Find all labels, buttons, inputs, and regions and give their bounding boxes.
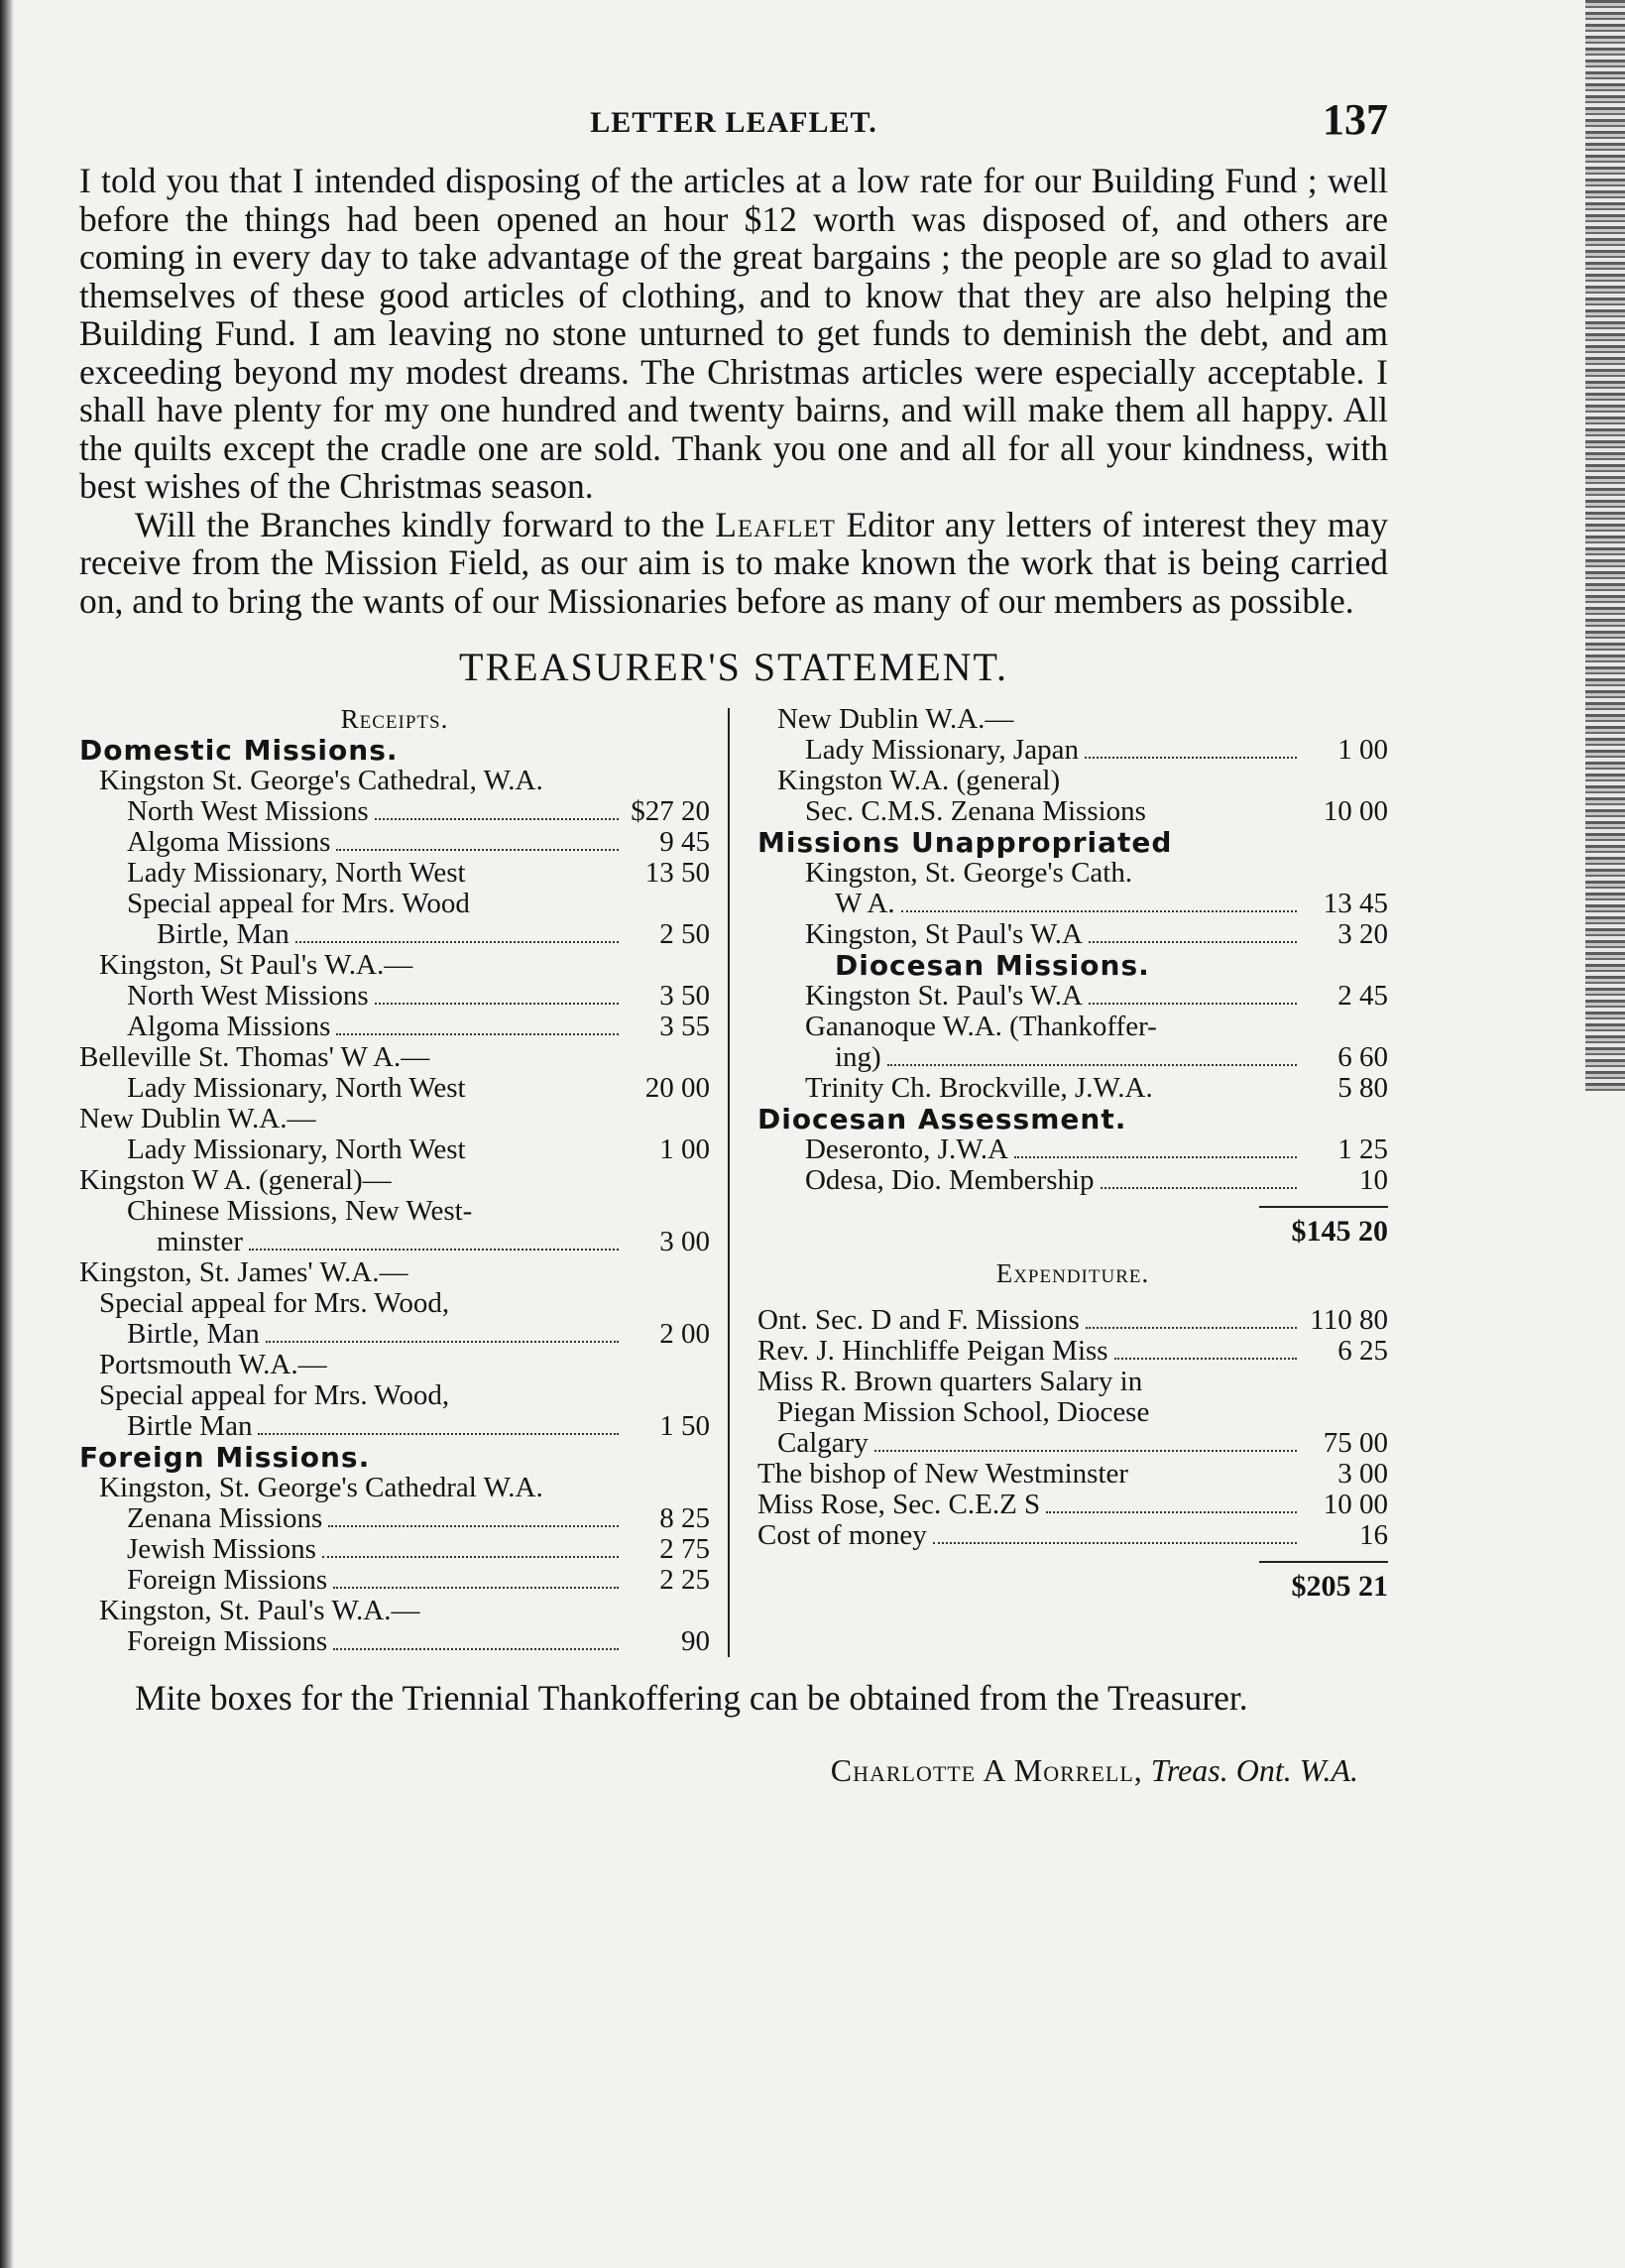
ledger-entry — [79, 1073, 710, 1104]
expenditure-total: $205 21 — [1291, 1570, 1388, 1603]
letter-paragraph-1: I told you that I intended disposing of the articles at a low rate for our Building Fund ; well before the things had been opened an hour $12 worth was disposed of, and others are coming in every day to take advantage of the great bargains ; the people are so glad to avail themselves of these good articles of clothing, and to know that they are also helping the Building Fund. I am leaving no stone unturned to get funds to deminish the debt, and am exceeding beyond my modest dreams. The Christmas articles were especially acceptable. I shall have plenty for my one hundred and twenty bairns, and will make them all happy. All the quilts except the cradle one are sold. Thank you one and all for all your kindness, with best wishes of the Christmas season. — [79, 161, 1388, 506]
section-heading: Missions Unappropriated — [756, 826, 1173, 859]
leader-dots — [1046, 1511, 1297, 1513]
entry-amount: 6 60 — [1337, 1041, 1388, 1073]
entry-amount: 2 45 — [1337, 980, 1388, 1012]
ledger-entry — [79, 981, 710, 1012]
entry-label: Foreign Missions — [127, 1626, 328, 1657]
account-line: New Dublin W.A.— — [79, 1103, 316, 1134]
account-line: Kingston, St. George's Cath. — [804, 857, 1133, 889]
entry-label: Calgary — [776, 1428, 869, 1459]
section-heading: Foreign Missions. — [79, 1441, 371, 1474]
ledger-entry — [757, 796, 1388, 827]
ledger-entry — [79, 1227, 710, 1257]
ledger-entry — [757, 1165, 1388, 1196]
account-line: Special appeal for Mrs. Wood, — [99, 1287, 450, 1319]
ledger-entry — [757, 1428, 1388, 1459]
entry-label: North West Missions — [127, 796, 369, 827]
page-binding-edge — [0, 0, 14, 2268]
receipts-left-column — [79, 704, 728, 1657]
leader-dots — [1014, 1156, 1297, 1158]
entry-amount: 2 25 — [659, 1564, 710, 1596]
leader-dots — [1089, 1003, 1297, 1005]
leader-dots — [1085, 757, 1297, 759]
leader-dots — [1101, 1187, 1297, 1189]
letter-paragraph-2 — [79, 506, 1388, 621]
entry-amount: 3 55 — [659, 1011, 710, 1042]
receipts-total: $145 20 — [1291, 1215, 1388, 1248]
leader-dots — [375, 818, 619, 820]
entry-label: Odesa, Dio. Membership — [804, 1165, 1095, 1196]
leader-dots — [1089, 941, 1297, 943]
ledger-entry — [757, 1134, 1388, 1165]
leader-dots — [336, 1033, 619, 1035]
entry-amount: 1 50 — [659, 1410, 710, 1442]
account-line: Kingston, St. James' W.A.— — [79, 1256, 408, 1288]
ledger-entry — [757, 1042, 1388, 1073]
leader-dots — [1086, 1327, 1297, 1329]
ledger-entry — [79, 1319, 710, 1350]
leader-dots — [874, 1450, 1297, 1452]
entry-label: Lady Missionary, North West — [127, 1134, 466, 1165]
ledger-entry — [79, 1012, 710, 1042]
ledger-entry — [79, 796, 710, 827]
leaflet-word: Leaflet — [715, 504, 836, 544]
entry-amount: 1 00 — [659, 1134, 710, 1165]
entry-amount: 13 45 — [1323, 888, 1388, 919]
account-line: Chinese Missions, New West- — [127, 1195, 473, 1227]
ledger-entry — [757, 735, 1388, 766]
entry-label: minster — [157, 1227, 243, 1257]
leader-dots — [1134, 1481, 1297, 1483]
entry-amount: 10 00 — [1323, 795, 1388, 827]
paragraph-2-rest: Editor any letters of interest they may receive from the Mission Field, as our aim is to make known the work that is being carried on, and to bring the wants of our Missionaries before as many of our members as possible. — [79, 504, 1389, 621]
signature — [79, 1752, 1388, 1789]
ledger-entry — [757, 919, 1388, 950]
leader-dots — [933, 1542, 1297, 1544]
signature-title: Treas. Ont. W.A. — [1150, 1752, 1358, 1788]
page-number: 137 — [1323, 95, 1388, 144]
leader-dots — [472, 880, 619, 882]
page — [79, 94, 1388, 1789]
running-title: LETTER LEAFLET. — [590, 106, 877, 139]
account-line: Kingston, St. Paul's W.A.— — [99, 1595, 420, 1626]
section-heading: Diocesan Missions. — [834, 949, 1150, 982]
section-heading: Domestic Missions. — [79, 734, 399, 767]
entry-label: Rev. J. Hinchliffe Peigan Miss — [756, 1336, 1108, 1367]
leader-dots — [258, 1433, 619, 1435]
mite-boxes-note: Mite boxes for the Triennial Thankoffering can be obtained from the Treasurer. — [135, 1678, 1248, 1718]
entry-amount: 6 25 — [1337, 1335, 1388, 1367]
ledger-entry — [79, 858, 710, 889]
leader-dots — [322, 1556, 619, 1558]
entry-label: Algoma Missions — [127, 1012, 331, 1042]
expenditure-total-rule — [1259, 1561, 1388, 1563]
ledger-entry — [757, 1490, 1388, 1520]
leader-dots — [1114, 1358, 1297, 1360]
receipts-right-list — [757, 704, 1388, 1196]
ledger-entry — [79, 1534, 710, 1565]
expenditure-heading: Expenditure. — [995, 1258, 1150, 1288]
statement-title: TREASURER'S STATEMENT. — [459, 645, 1008, 689]
account-line: Gananoque W.A. (Thankoffer- — [804, 1011, 1157, 1042]
leader-dots — [295, 941, 619, 943]
receipts-left-list — [79, 735, 710, 1657]
entry-amount: 5 80 — [1337, 1072, 1388, 1104]
signature-name: Charlotte A Morrell, — [830, 1752, 1143, 1788]
account-line: Kingston St. George's Cathedral, W.A. — [99, 765, 543, 796]
leader-dots — [266, 1341, 619, 1343]
receipts-heading: Receipts. — [340, 704, 449, 734]
leader-dots — [472, 1095, 619, 1097]
entry-label: W A. — [834, 889, 895, 919]
entry-amount: 3 50 — [659, 980, 710, 1012]
ledger-entry — [79, 1503, 710, 1534]
account-line: Piegan Mission School, Diocese — [776, 1396, 1150, 1428]
leader-dots — [336, 849, 619, 851]
ledger-entry — [79, 1626, 710, 1657]
entry-label: ing) — [834, 1042, 881, 1073]
entry-label: Sec. C.M.S. Zenana Missions — [804, 796, 1146, 827]
entry-label: Deseronto, J.W.A — [804, 1134, 1009, 1165]
ledger-entry — [79, 827, 710, 858]
ledger-entry — [79, 1411, 710, 1442]
page-scan-edge — [1585, 0, 1625, 1091]
entry-amount: 3 00 — [1337, 1458, 1388, 1490]
entry-label: Cost of money — [756, 1520, 927, 1551]
ledger-entry — [757, 889, 1388, 919]
leader-dots — [1159, 1095, 1297, 1097]
entry-amount: 1 25 — [1337, 1134, 1388, 1165]
entry-label: Birtle Man — [127, 1411, 253, 1442]
leader-dots — [249, 1249, 619, 1251]
entry-amount: 8 25 — [659, 1502, 710, 1534]
entry-label: Jewish Missions — [127, 1534, 316, 1565]
ledger-entry — [757, 1520, 1388, 1551]
statement-columns — [79, 704, 1388, 1657]
account-line: Kingston W A. (general)— — [79, 1164, 392, 1196]
ledger-entry — [79, 919, 710, 950]
receipts-right-column — [730, 704, 1388, 1657]
account-line: Special appeal for Mrs. Wood, — [99, 1379, 450, 1411]
entry-label: Ont. Sec. D and F. Missions — [756, 1305, 1080, 1336]
leader-dots — [333, 1587, 619, 1589]
account-line: Kingston, St Paul's W.A.— — [99, 949, 413, 981]
entry-label: The bishop of New Westminster — [756, 1459, 1129, 1490]
paragraph-2-start: Will the Branches kindly forward to the — [135, 504, 705, 544]
entry-amount: 20 00 — [644, 1072, 710, 1104]
entry-label: North West Missions — [127, 981, 369, 1012]
section-heading: Diocesan Assessment. — [756, 1103, 1127, 1135]
entry-amount: 9 45 — [659, 826, 710, 858]
leader-dots — [1152, 818, 1297, 820]
ledger-entry — [757, 1459, 1388, 1490]
leader-dots — [901, 910, 1297, 912]
entry-amount: 16 — [1358, 1519, 1388, 1551]
receipts-total-rule — [1259, 1206, 1388, 1208]
entry-label: Foreign Missions — [127, 1565, 328, 1596]
ledger-entry — [757, 1336, 1388, 1367]
entry-label: Miss Rose, Sec. C.E.Z S — [756, 1490, 1041, 1520]
entry-amount: 2 00 — [659, 1318, 710, 1350]
account-line: Portsmouth W.A.— — [99, 1349, 327, 1380]
entry-label: Lady Missionary, Japan — [804, 735, 1079, 766]
account-line: Special appeal for Mrs. Wood — [127, 888, 470, 919]
entry-label: Zenana Missions — [127, 1503, 323, 1534]
account-line: Belleville St. Thomas' W A.— — [79, 1041, 430, 1073]
ledger-entry — [757, 1305, 1388, 1336]
entry-amount: 90 — [681, 1625, 710, 1657]
entry-amount: 110 80 — [1310, 1304, 1388, 1336]
entry-amount: 10 — [1358, 1164, 1388, 1196]
ledger-entry — [757, 981, 1388, 1012]
entry-amount: 2 75 — [659, 1533, 710, 1565]
expenditure-list — [757, 1305, 1388, 1551]
entry-label: Lady Missionary, North West — [127, 1073, 466, 1104]
entry-label: Lady Missionary, North West — [127, 858, 466, 889]
account-line: Miss R. Brown quarters Salary in — [756, 1366, 1143, 1397]
account-line: Kingston, St. George's Cathedral W.A. — [99, 1472, 543, 1503]
entry-amount: 10 00 — [1323, 1489, 1388, 1520]
entry-amount: 1 00 — [1337, 734, 1388, 766]
entry-amount: 3 20 — [1337, 918, 1388, 950]
entry-amount: 75 00 — [1323, 1427, 1388, 1459]
entry-amount: $27 20 — [631, 795, 710, 827]
entry-label: Algoma Missions — [127, 827, 331, 858]
entry-label: Birtle, Man — [127, 1319, 260, 1350]
account-line: New Dublin W.A.— — [776, 703, 1014, 735]
running-head — [79, 94, 1388, 154]
account-line: Kingston W.A. (general) — [776, 765, 1061, 796]
entry-label: Kingston St. Paul's W.A — [804, 981, 1083, 1012]
entry-amount: 3 00 — [659, 1226, 710, 1257]
ledger-entry — [757, 1073, 1388, 1104]
entry-label: Birtle, Man — [157, 919, 290, 950]
leader-dots — [887, 1064, 1297, 1066]
leader-dots — [375, 1003, 619, 1005]
entry-amount: 2 50 — [659, 918, 710, 950]
entry-label: Kingston, St Paul's W.A — [804, 919, 1083, 950]
leader-dots — [472, 1156, 619, 1158]
entry-amount: 13 50 — [644, 857, 710, 889]
entry-label: Trinity Ch. Brockville, J.W.A. — [804, 1073, 1153, 1104]
leader-dots — [333, 1648, 619, 1650]
leader-dots — [328, 1525, 619, 1527]
ledger-entry — [79, 1565, 710, 1596]
ledger-entry — [79, 1134, 710, 1165]
